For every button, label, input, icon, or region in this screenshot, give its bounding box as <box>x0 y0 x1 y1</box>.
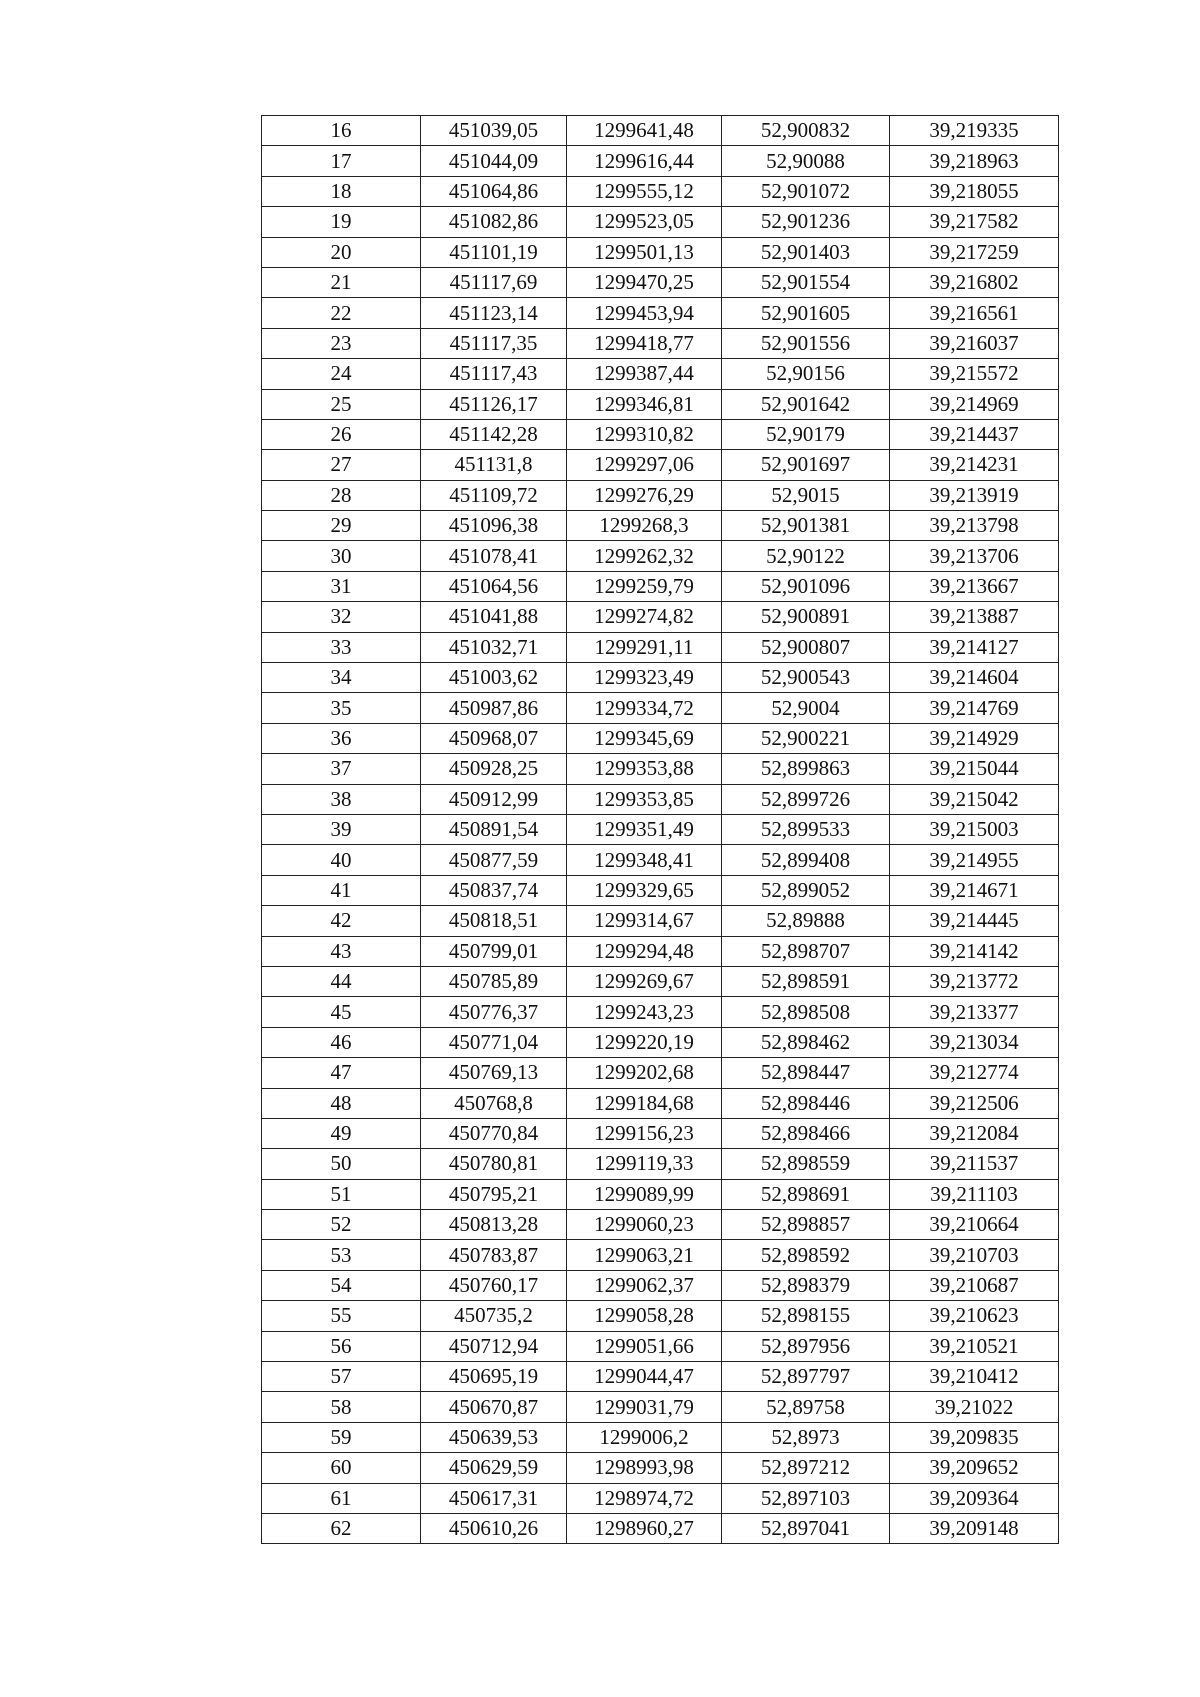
longitude-cell: 39,213667 <box>890 571 1059 601</box>
table-row <box>262 298 1059 328</box>
y-coordinate-cell: 1299555,12 <box>567 176 722 206</box>
longitude-cell: 39,213798 <box>890 511 1059 541</box>
table-row <box>262 176 1059 206</box>
longitude-cell: 39,213377 <box>890 997 1059 1027</box>
point-number-cell: 51 <box>262 1179 421 1209</box>
point-number-cell: 55 <box>262 1301 421 1331</box>
y-coordinate-cell: 1299291,11 <box>567 632 722 662</box>
longitude-cell: 39,214769 <box>890 693 1059 723</box>
point-number-cell: 27 <box>262 450 421 480</box>
point-number-cell: 20 <box>262 237 421 267</box>
latitude-cell: 52,901697 <box>722 450 890 480</box>
longitude-cell: 39,210687 <box>890 1270 1059 1300</box>
point-number-cell: 37 <box>262 754 421 784</box>
table-row <box>262 1179 1059 1209</box>
x-coordinate-cell: 451109,72 <box>421 480 567 510</box>
y-coordinate-cell: 1299156,23 <box>567 1118 722 1148</box>
y-coordinate-cell: 1299353,85 <box>567 784 722 814</box>
table-row <box>262 1240 1059 1270</box>
latitude-cell: 52,901236 <box>722 207 890 237</box>
table-row <box>262 997 1059 1027</box>
latitude-cell: 52,8973 <box>722 1422 890 1452</box>
point-number-cell: 22 <box>262 298 421 328</box>
y-coordinate-cell: 1298960,27 <box>567 1513 722 1543</box>
latitude-cell: 52,901096 <box>722 571 890 601</box>
y-coordinate-cell: 1299202,68 <box>567 1058 722 1088</box>
table-row <box>262 116 1059 146</box>
point-number-cell: 50 <box>262 1149 421 1179</box>
x-coordinate-cell: 450783,87 <box>421 1240 567 1270</box>
point-number-cell: 56 <box>262 1331 421 1361</box>
longitude-cell: 39,214969 <box>890 389 1059 419</box>
point-number-cell: 39 <box>262 814 421 844</box>
point-number-cell: 23 <box>262 328 421 358</box>
coordinates-table-body <box>262 116 1059 1544</box>
longitude-cell: 39,214604 <box>890 663 1059 693</box>
table-row <box>262 875 1059 905</box>
longitude-cell: 39,215042 <box>890 784 1059 814</box>
latitude-cell: 52,89758 <box>722 1392 890 1422</box>
longitude-cell: 39,217259 <box>890 237 1059 267</box>
latitude-cell: 52,898691 <box>722 1179 890 1209</box>
longitude-cell: 39,209364 <box>890 1483 1059 1513</box>
latitude-cell: 52,901381 <box>722 511 890 541</box>
latitude-cell: 52,897797 <box>722 1362 890 1392</box>
x-coordinate-cell: 450712,94 <box>421 1331 567 1361</box>
point-number-cell: 62 <box>262 1513 421 1543</box>
point-number-cell: 54 <box>262 1270 421 1300</box>
x-coordinate-cell: 450770,84 <box>421 1118 567 1148</box>
y-coordinate-cell: 1299044,47 <box>567 1362 722 1392</box>
y-coordinate-cell: 1298974,72 <box>567 1483 722 1513</box>
latitude-cell: 52,899052 <box>722 875 890 905</box>
latitude-cell: 52,898466 <box>722 1118 890 1148</box>
y-coordinate-cell: 1299351,49 <box>567 814 722 844</box>
point-number-cell: 47 <box>262 1058 421 1088</box>
point-number-cell: 60 <box>262 1453 421 1483</box>
y-coordinate-cell: 1299243,23 <box>567 997 722 1027</box>
y-coordinate-cell: 1299641,48 <box>567 116 722 146</box>
table-row <box>262 936 1059 966</box>
latitude-cell: 52,900221 <box>722 723 890 753</box>
y-coordinate-cell: 1299329,65 <box>567 875 722 905</box>
table-row <box>262 602 1059 632</box>
table-row <box>262 146 1059 176</box>
table-row <box>262 1301 1059 1331</box>
point-number-cell: 49 <box>262 1118 421 1148</box>
latitude-cell: 52,898155 <box>722 1301 890 1331</box>
x-coordinate-cell: 450837,74 <box>421 875 567 905</box>
table-row <box>262 511 1059 541</box>
point-number-cell: 59 <box>262 1422 421 1452</box>
longitude-cell: 39,217582 <box>890 207 1059 237</box>
table-row <box>262 1058 1059 1088</box>
y-coordinate-cell: 1299220,19 <box>567 1027 722 1057</box>
longitude-cell: 39,211537 <box>890 1149 1059 1179</box>
y-coordinate-cell: 1299323,49 <box>567 663 722 693</box>
table-row <box>262 723 1059 753</box>
x-coordinate-cell: 451064,86 <box>421 176 567 206</box>
point-number-cell: 29 <box>262 511 421 541</box>
longitude-cell: 39,214142 <box>890 936 1059 966</box>
latitude-cell: 52,90179 <box>722 419 890 449</box>
point-number-cell: 26 <box>262 419 421 449</box>
point-number-cell: 19 <box>262 207 421 237</box>
point-number-cell: 57 <box>262 1362 421 1392</box>
x-coordinate-cell: 450813,28 <box>421 1210 567 1240</box>
x-coordinate-cell: 450891,54 <box>421 814 567 844</box>
table-row <box>262 814 1059 844</box>
table-row <box>262 693 1059 723</box>
longitude-cell: 39,216037 <box>890 328 1059 358</box>
y-coordinate-cell: 1299268,3 <box>567 511 722 541</box>
longitude-cell: 39,209652 <box>890 1453 1059 1483</box>
x-coordinate-cell: 450695,19 <box>421 1362 567 1392</box>
latitude-cell: 52,898446 <box>722 1088 890 1118</box>
point-number-cell: 34 <box>262 663 421 693</box>
x-coordinate-cell: 451131,8 <box>421 450 567 480</box>
x-coordinate-cell: 450987,86 <box>421 693 567 723</box>
y-coordinate-cell: 1299523,05 <box>567 207 722 237</box>
table-row <box>262 1088 1059 1118</box>
longitude-cell: 39,214127 <box>890 632 1059 662</box>
point-number-cell: 48 <box>262 1088 421 1118</box>
longitude-cell: 39,213706 <box>890 541 1059 571</box>
latitude-cell: 52,898379 <box>722 1270 890 1300</box>
latitude-cell: 52,90122 <box>722 541 890 571</box>
longitude-cell: 39,210664 <box>890 1210 1059 1240</box>
y-coordinate-cell: 1299051,66 <box>567 1331 722 1361</box>
x-coordinate-cell: 451032,71 <box>421 632 567 662</box>
latitude-cell: 52,9015 <box>722 480 890 510</box>
latitude-cell: 52,9004 <box>722 693 890 723</box>
longitude-cell: 39,218963 <box>890 146 1059 176</box>
longitude-cell: 39,216561 <box>890 298 1059 328</box>
point-number-cell: 46 <box>262 1027 421 1057</box>
longitude-cell: 39,212084 <box>890 1118 1059 1148</box>
x-coordinate-cell: 451123,14 <box>421 298 567 328</box>
longitude-cell: 39,214955 <box>890 845 1059 875</box>
x-coordinate-cell: 451142,28 <box>421 419 567 449</box>
table-row <box>262 541 1059 571</box>
point-number-cell: 41 <box>262 875 421 905</box>
longitude-cell: 39,213919 <box>890 480 1059 510</box>
point-number-cell: 42 <box>262 906 421 936</box>
latitude-cell: 52,899408 <box>722 845 890 875</box>
longitude-cell: 39,213887 <box>890 602 1059 632</box>
y-coordinate-cell: 1299031,79 <box>567 1392 722 1422</box>
x-coordinate-cell: 450785,89 <box>421 966 567 996</box>
x-coordinate-cell: 450780,81 <box>421 1149 567 1179</box>
x-coordinate-cell: 451101,19 <box>421 237 567 267</box>
y-coordinate-cell: 1299276,29 <box>567 480 722 510</box>
table-row <box>262 328 1059 358</box>
x-coordinate-cell: 450877,59 <box>421 845 567 875</box>
table-row <box>262 754 1059 784</box>
y-coordinate-cell: 1299262,32 <box>567 541 722 571</box>
x-coordinate-cell: 451041,88 <box>421 602 567 632</box>
x-coordinate-cell: 450795,21 <box>421 1179 567 1209</box>
x-coordinate-cell: 451126,17 <box>421 389 567 419</box>
longitude-cell: 39,215572 <box>890 359 1059 389</box>
point-number-cell: 40 <box>262 845 421 875</box>
latitude-cell: 52,898591 <box>722 966 890 996</box>
table-row <box>262 632 1059 662</box>
point-number-cell: 25 <box>262 389 421 419</box>
y-coordinate-cell: 1299063,21 <box>567 1240 722 1270</box>
longitude-cell: 39,21022 <box>890 1392 1059 1422</box>
point-number-cell: 30 <box>262 541 421 571</box>
latitude-cell: 52,89888 <box>722 906 890 936</box>
point-number-cell: 44 <box>262 966 421 996</box>
x-coordinate-cell: 450629,59 <box>421 1453 567 1483</box>
table-row <box>262 663 1059 693</box>
table-row <box>262 237 1059 267</box>
longitude-cell: 39,214929 <box>890 723 1059 753</box>
table-row <box>262 1118 1059 1148</box>
longitude-cell: 39,215003 <box>890 814 1059 844</box>
longitude-cell: 39,214437 <box>890 419 1059 449</box>
y-coordinate-cell: 1299334,72 <box>567 693 722 723</box>
latitude-cell: 52,901605 <box>722 298 890 328</box>
table-row <box>262 1392 1059 1422</box>
point-number-cell: 18 <box>262 176 421 206</box>
longitude-cell: 39,210623 <box>890 1301 1059 1331</box>
latitude-cell: 52,898707 <box>722 936 890 966</box>
point-number-cell: 38 <box>262 784 421 814</box>
longitude-cell: 39,210521 <box>890 1331 1059 1361</box>
longitude-cell: 39,214445 <box>890 906 1059 936</box>
table-row <box>262 906 1059 936</box>
point-number-cell: 61 <box>262 1483 421 1513</box>
longitude-cell: 39,212506 <box>890 1088 1059 1118</box>
y-coordinate-cell: 1299294,48 <box>567 936 722 966</box>
latitude-cell: 52,90156 <box>722 359 890 389</box>
y-coordinate-cell: 1299470,25 <box>567 267 722 297</box>
point-number-cell: 17 <box>262 146 421 176</box>
x-coordinate-cell: 450617,31 <box>421 1483 567 1513</box>
y-coordinate-cell: 1299387,44 <box>567 359 722 389</box>
longitude-cell: 39,215044 <box>890 754 1059 784</box>
x-coordinate-cell: 451082,86 <box>421 207 567 237</box>
table-row <box>262 359 1059 389</box>
coordinates-table <box>261 115 1059 1544</box>
x-coordinate-cell: 450799,01 <box>421 936 567 966</box>
table-row <box>262 480 1059 510</box>
latitude-cell: 52,897212 <box>722 1453 890 1483</box>
y-coordinate-cell: 1299314,67 <box>567 906 722 936</box>
longitude-cell: 39,210703 <box>890 1240 1059 1270</box>
x-coordinate-cell: 450639,53 <box>421 1422 567 1452</box>
latitude-cell: 52,897041 <box>722 1513 890 1543</box>
x-coordinate-cell: 450776,37 <box>421 997 567 1027</box>
table-row <box>262 450 1059 480</box>
x-coordinate-cell: 450760,17 <box>421 1270 567 1300</box>
latitude-cell: 52,898592 <box>722 1240 890 1270</box>
latitude-cell: 52,900891 <box>722 602 890 632</box>
table-row <box>262 389 1059 419</box>
table-row <box>262 207 1059 237</box>
x-coordinate-cell: 451064,56 <box>421 571 567 601</box>
latitude-cell: 52,900832 <box>722 116 890 146</box>
x-coordinate-cell: 451078,41 <box>421 541 567 571</box>
table-row <box>262 1331 1059 1361</box>
longitude-cell: 39,212774 <box>890 1058 1059 1088</box>
table-row <box>262 845 1059 875</box>
longitude-cell: 39,209148 <box>890 1513 1059 1543</box>
longitude-cell: 39,218055 <box>890 176 1059 206</box>
latitude-cell: 52,898559 <box>722 1149 890 1179</box>
x-coordinate-cell: 451117,69 <box>421 267 567 297</box>
y-coordinate-cell: 1299348,41 <box>567 845 722 875</box>
longitude-cell: 39,211103 <box>890 1179 1059 1209</box>
longitude-cell: 39,214231 <box>890 450 1059 480</box>
table-row <box>262 1453 1059 1483</box>
y-coordinate-cell: 1299062,37 <box>567 1270 722 1300</box>
x-coordinate-cell: 451003,62 <box>421 663 567 693</box>
latitude-cell: 52,90088 <box>722 146 890 176</box>
x-coordinate-cell: 450912,99 <box>421 784 567 814</box>
y-coordinate-cell: 1299060,23 <box>567 1210 722 1240</box>
x-coordinate-cell: 451039,05 <box>421 116 567 146</box>
x-coordinate-cell: 451117,43 <box>421 359 567 389</box>
x-coordinate-cell: 450610,26 <box>421 1513 567 1543</box>
y-coordinate-cell: 1299345,69 <box>567 723 722 753</box>
y-coordinate-cell: 1299353,88 <box>567 754 722 784</box>
longitude-cell: 39,214671 <box>890 875 1059 905</box>
y-coordinate-cell: 1299119,33 <box>567 1149 722 1179</box>
point-number-cell: 52 <box>262 1210 421 1240</box>
table-row <box>262 784 1059 814</box>
latitude-cell: 52,898857 <box>722 1210 890 1240</box>
x-coordinate-cell: 450768,8 <box>421 1088 567 1118</box>
longitude-cell: 39,219335 <box>890 116 1059 146</box>
longitude-cell: 39,213034 <box>890 1027 1059 1057</box>
table-row <box>262 1210 1059 1240</box>
longitude-cell: 39,216802 <box>890 267 1059 297</box>
table-row <box>262 1513 1059 1543</box>
latitude-cell: 52,901072 <box>722 176 890 206</box>
latitude-cell: 52,899726 <box>722 784 890 814</box>
table-row <box>262 1362 1059 1392</box>
x-coordinate-cell: 450670,87 <box>421 1392 567 1422</box>
latitude-cell: 52,900807 <box>722 632 890 662</box>
point-number-cell: 36 <box>262 723 421 753</box>
latitude-cell: 52,901554 <box>722 267 890 297</box>
point-number-cell: 53 <box>262 1240 421 1270</box>
longitude-cell: 39,209835 <box>890 1422 1059 1452</box>
y-coordinate-cell: 1299346,81 <box>567 389 722 419</box>
point-number-cell: 21 <box>262 267 421 297</box>
y-coordinate-cell: 1299453,94 <box>567 298 722 328</box>
point-number-cell: 35 <box>262 693 421 723</box>
y-coordinate-cell: 1299274,82 <box>567 602 722 632</box>
y-coordinate-cell: 1299501,13 <box>567 237 722 267</box>
point-number-cell: 16 <box>262 116 421 146</box>
x-coordinate-cell: 450928,25 <box>421 754 567 784</box>
x-coordinate-cell: 450771,04 <box>421 1027 567 1057</box>
x-coordinate-cell: 450769,13 <box>421 1058 567 1088</box>
point-number-cell: 24 <box>262 359 421 389</box>
table-row <box>262 267 1059 297</box>
latitude-cell: 52,898447 <box>722 1058 890 1088</box>
latitude-cell: 52,897103 <box>722 1483 890 1513</box>
x-coordinate-cell: 450735,2 <box>421 1301 567 1331</box>
y-coordinate-cell: 1299418,77 <box>567 328 722 358</box>
point-number-cell: 45 <box>262 997 421 1027</box>
x-coordinate-cell: 450818,51 <box>421 906 567 936</box>
y-coordinate-cell: 1298993,98 <box>567 1453 722 1483</box>
y-coordinate-cell: 1299006,2 <box>567 1422 722 1452</box>
longitude-cell: 39,213772 <box>890 966 1059 996</box>
latitude-cell: 52,899533 <box>722 814 890 844</box>
y-coordinate-cell: 1299297,06 <box>567 450 722 480</box>
latitude-cell: 52,898462 <box>722 1027 890 1057</box>
point-number-cell: 28 <box>262 480 421 510</box>
x-coordinate-cell: 451044,09 <box>421 146 567 176</box>
table-row <box>262 966 1059 996</box>
y-coordinate-cell: 1299310,82 <box>567 419 722 449</box>
table-row <box>262 419 1059 449</box>
table-row <box>262 1149 1059 1179</box>
latitude-cell: 52,901403 <box>722 237 890 267</box>
latitude-cell: 52,900543 <box>722 663 890 693</box>
latitude-cell: 52,898508 <box>722 997 890 1027</box>
point-number-cell: 32 <box>262 602 421 632</box>
table-row <box>262 571 1059 601</box>
x-coordinate-cell: 451117,35 <box>421 328 567 358</box>
latitude-cell: 52,901642 <box>722 389 890 419</box>
table-row <box>262 1483 1059 1513</box>
y-coordinate-cell: 1299058,28 <box>567 1301 722 1331</box>
longitude-cell: 39,210412 <box>890 1362 1059 1392</box>
latitude-cell: 52,901556 <box>722 328 890 358</box>
latitude-cell: 52,897956 <box>722 1331 890 1361</box>
table-row <box>262 1027 1059 1057</box>
y-coordinate-cell: 1299184,68 <box>567 1088 722 1118</box>
y-coordinate-cell: 1299269,67 <box>567 966 722 996</box>
point-number-cell: 31 <box>262 571 421 601</box>
point-number-cell: 58 <box>262 1392 421 1422</box>
point-number-cell: 43 <box>262 936 421 966</box>
y-coordinate-cell: 1299259,79 <box>567 571 722 601</box>
y-coordinate-cell: 1299616,44 <box>567 146 722 176</box>
table-row <box>262 1422 1059 1452</box>
table-row <box>262 1270 1059 1300</box>
point-number-cell: 33 <box>262 632 421 662</box>
x-coordinate-cell: 451096,38 <box>421 511 567 541</box>
y-coordinate-cell: 1299089,99 <box>567 1179 722 1209</box>
latitude-cell: 52,899863 <box>722 754 890 784</box>
x-coordinate-cell: 450968,07 <box>421 723 567 753</box>
